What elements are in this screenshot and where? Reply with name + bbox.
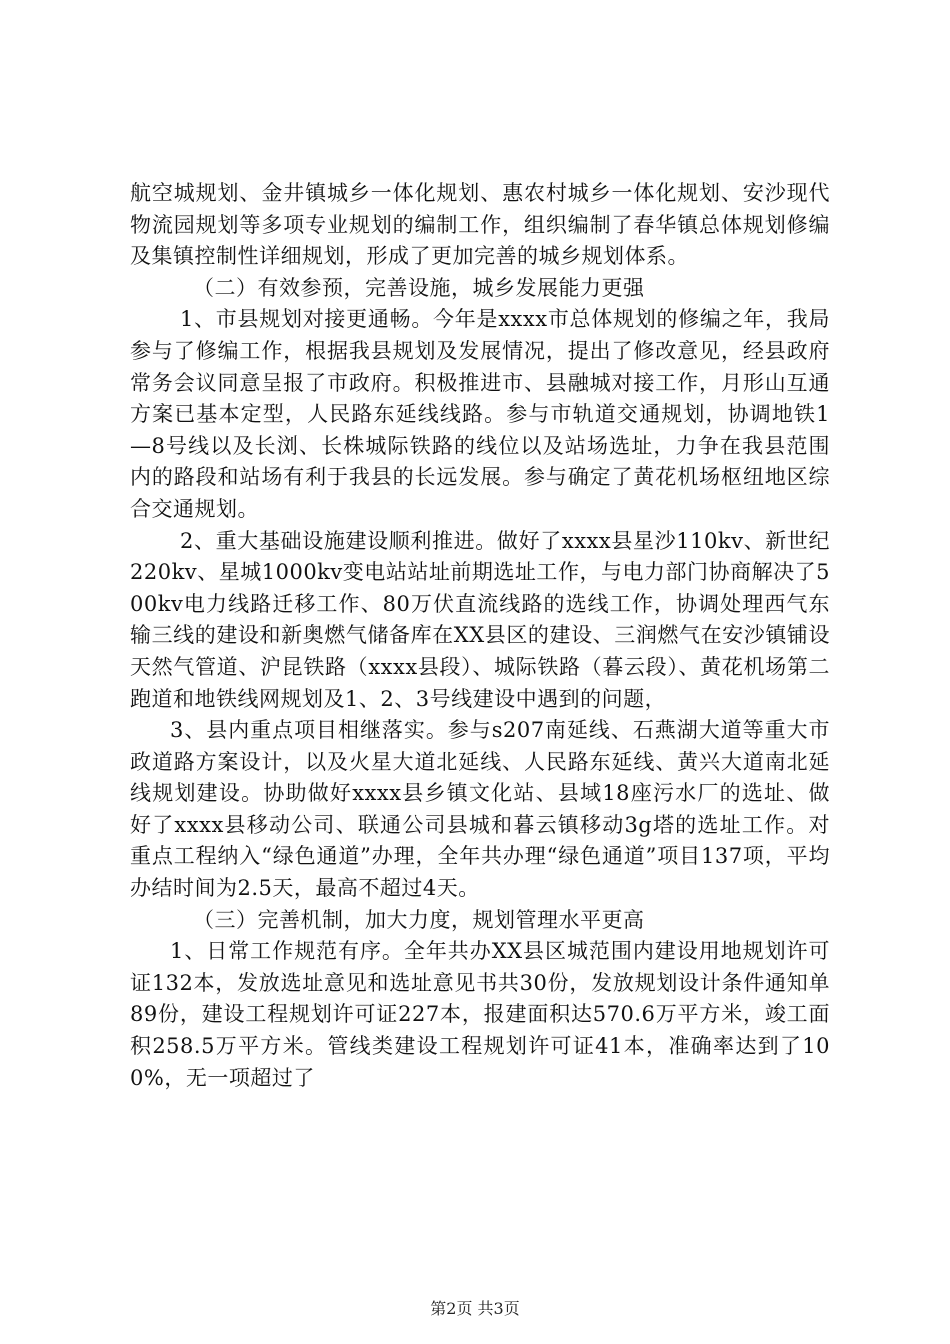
section-heading-3: （三）完善机制，加大力度，规划管理水平更高 (193, 907, 645, 932)
document-body (130, 178, 830, 1094)
section-heading-2: （二）有效参预，完善设施，城乡发展能力更强 (193, 275, 645, 300)
paragraph-item-3: 3、县内重点项目相继落实。参与s207南延线、石燕湖大道等重大市政道路方案设计，以及火星大道北延线、人民路东延线、黄兴大道南北延线规划建设。协助做好xxxx县乡镇文化站、县域18座污水厂的选址、做好了xxxx县移动公司、联通公司县城和暮云镇移动3g塔的选址工作。对重点工程纳入“绿色通道”办理，全年共办理“绿色通道”项目137项，平均办结时间为2.5天，最高不超过4天。 (130, 718, 830, 901)
paragraph-item-2: 2、重大基础设施建设顺利推进。做好了xxxx县星沙110kv、新世纪220kv、星城1000kv变电站站址前期选址工作，与电力部门协商解决了500kv电力线路迁移工作、80万伏直流线路的选线工作，协调处理西气东输三线的建设和新奥燃气储备库在XX县区的建设、三润燃气在安沙镇铺设天然气管道、沪昆铁路（xxxx县段）、城际铁路（暮云段）、黄花机场第二跑道和地铁线网规划及1、2、3号线建设中遇到的问题， (130, 528, 830, 711)
paragraph-item-1: 1、市县规划对接更通畅。今年是xxxx市总体规划的修编之年，我局参与了修编工作，根据我县规划及发展情况，提出了修改意见，经县政府常务会议同意呈报了市政府。积极推进市、县融城对接工作，月形山互通方案已基本定型，人民路东延线线路。参与市轨道交通规划，协调地铁1—8号线以及长浏、长株城际铁路的线位以及站场选址，力争在我县范围内的路段和站场有利于我县的长远发展。参与确定了黄花机场枢纽地区综合交通规划。 (130, 307, 830, 521)
page-footer: 第2页 共3页 (430, 1299, 520, 1318)
paragraph-planning-continued: 航空城规划、金井镇城乡一体化规划、惠农村城乡一体化规划、安沙现代物流园规划等多项专业规划的编制工作，组织编制了春华镇总体规划修编及集镇控制性详细规划，形成了更加完善的城乡规划体系。 (130, 181, 830, 269)
paragraph-item-1-daily-work: 1、日常工作规范有序。全年共办XX县区城范围内建设用地规划许可证132本，发放选址意见和选址意见书共30份，发放规划设计条件通知单89份，建设工程规划许可证227本，报建面积达570.6万平方米，竣工面积258.5万平方米。管线类建设工程规划许可证41本，准确率达到了100%，无一项超过了 (130, 939, 830, 1090)
